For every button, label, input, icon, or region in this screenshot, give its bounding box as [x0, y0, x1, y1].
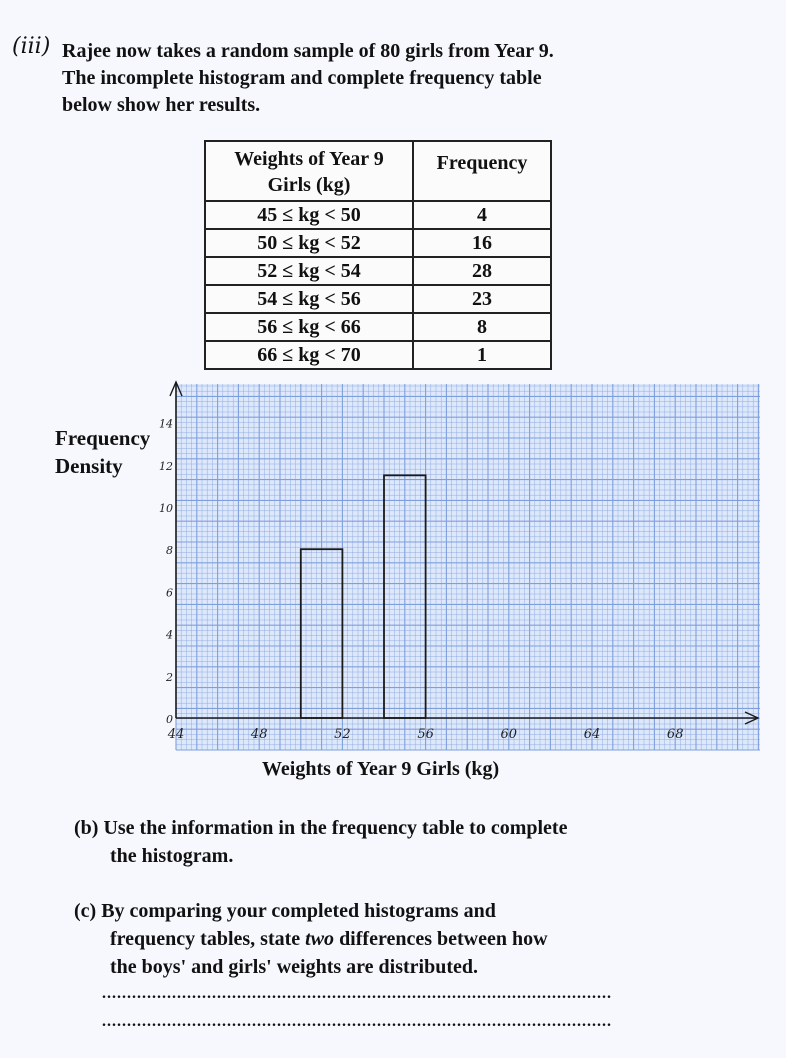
y-tick-label: 2 [166, 670, 173, 684]
freq-cell: 1 [413, 341, 551, 369]
freq-cell: 16 [413, 229, 551, 257]
part-c-line-3: the boys' and girls' weights are distributed. [110, 956, 478, 978]
intro-line-3: below show her results. [62, 94, 261, 116]
part-c-line-2: frequency tables, state two differences between how [110, 928, 548, 950]
freq-cell: 8 [413, 313, 551, 341]
x-tick-label: 68 [666, 727, 684, 742]
range-cell: 52 ≤ kg < 54 [205, 257, 413, 285]
freq-cell: 23 [413, 285, 551, 313]
intro-line-2: The incomplete histogram and complete frequency table [62, 67, 542, 89]
range-cell: 45 ≤ kg < 50 [205, 201, 413, 229]
y-tick-label: 0 [166, 713, 173, 726]
header-weights-line-2: Girls (kg) [267, 174, 351, 196]
range-cell: 50 ≤ kg < 52 [205, 229, 413, 257]
part-b-line-1: (b) Use the information in the frequency table to complete [74, 817, 568, 839]
y-tick-labels [159, 418, 173, 726]
x-tick-label: 48 [250, 727, 268, 742]
range-cell: 56 ≤ kg < 66 [205, 313, 413, 341]
y-tick-label: 12 [159, 459, 173, 473]
header-weights-line-1: Weights of Year 9 [234, 148, 384, 170]
answer-line-1[interactable]: ...................................................................................................... [102, 985, 612, 1002]
x-tick-label: 60 [500, 727, 518, 742]
part-c-line-1: (c) By comparing your completed histograms and [74, 900, 496, 922]
y-tick-label: 4 [166, 628, 173, 642]
question-number: (iii) [12, 34, 51, 59]
intro-line-1: Rajee now takes a random sample of 80 girls from Year 9. [62, 40, 554, 62]
freq-cell: 28 [413, 257, 551, 285]
y-tick-label: 6 [166, 586, 173, 600]
range-cell: 54 ≤ kg < 56 [205, 285, 413, 313]
range-cell: 66 ≤ kg < 70 [205, 341, 413, 369]
y-axis-label-line-1: Frequency [55, 426, 151, 450]
part-c [74, 897, 548, 981]
x-axis-label: Weights of Year 9 Girls (kg) [262, 758, 500, 780]
emphasis-two: two [305, 928, 335, 950]
y-tick-label: 10 [159, 502, 173, 515]
y-tick-label: 8 [166, 544, 173, 558]
part-b-line-2: the histogram. [110, 845, 234, 867]
y-tick-label: 14 [159, 417, 173, 431]
y-axis-label [55, 424, 150, 480]
x-tick-label: 52 [334, 727, 351, 742]
answer-line-2[interactable]: ...................................................................................................... [102, 1013, 612, 1030]
table-header-frequency: Frequency [413, 141, 551, 201]
y-axis-label-line-2: Density [55, 454, 123, 478]
graph-paper [176, 384, 760, 750]
x-tick-label: 56 [417, 727, 434, 742]
x-tick-label: 44 [167, 727, 185, 742]
x-tick-label: 64 [583, 727, 601, 742]
part-b [74, 814, 567, 870]
freq-cell: 4 [413, 201, 551, 229]
